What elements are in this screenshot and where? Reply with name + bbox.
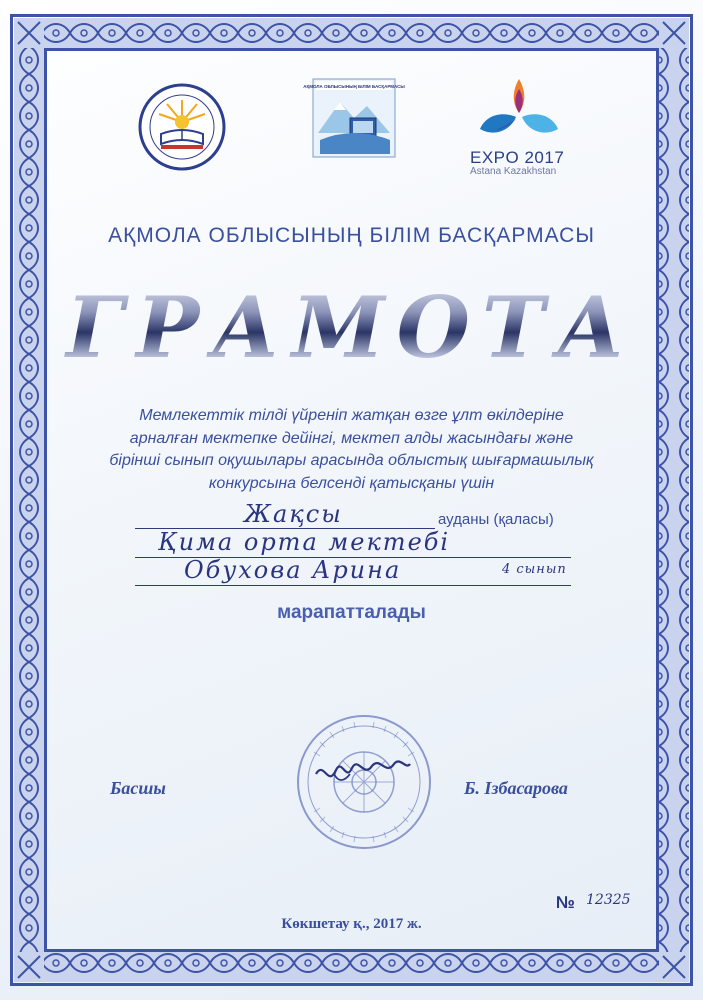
district-label: ауданы (қаласы)	[438, 511, 554, 528]
education-department-logo	[137, 82, 227, 172]
body-line-4: конкурсына белсенді қатысқаны үшін	[208, 474, 495, 492]
expo-2017-logo	[476, 75, 562, 147]
student-underline	[135, 585, 571, 586]
awarded-label: марапатталады	[277, 602, 426, 623]
expo-title: EXPO 2017	[470, 148, 565, 167]
certificate-title: ГРАМОТА	[60, 278, 643, 377]
role-label: Басшы	[110, 778, 166, 798]
regional-logo-emblem	[303, 78, 405, 158]
certificate-number-label: №	[556, 893, 575, 912]
body-line-2: арналған мектепке дейінгі, мектеп алды жасындағы және	[129, 429, 574, 447]
place-and-year: Көкшетау қ., 2017 ж.	[281, 916, 422, 932]
district-value: Жақсы	[244, 500, 343, 528]
certificate-body	[90, 405, 613, 495]
certificate-number-value: 12325	[586, 892, 631, 908]
expo-subtitle: Astana Kazakhstan	[470, 166, 557, 177]
official-seal	[294, 712, 434, 852]
organization-title: АҚМОЛА ОБЛЫСЫНЫҢ БІЛІМ БАСҚАРМАСЫ	[108, 224, 595, 247]
grade-value: 4 сынып	[502, 562, 567, 577]
body-line-1: Мемлекеттік тілді үйреніп жатқан өзге ұлт өкілдеріне	[139, 407, 564, 424]
body-line-3: бірінші сынып оқушылары арасында облыстық шығармашылық	[109, 452, 594, 469]
signer-name: Б. Ізбасарова	[464, 778, 568, 798]
school-value: Қима орта мектебі	[158, 528, 451, 556]
student-value: Обухова Арина	[184, 556, 402, 584]
mid-logo-text: АҚМОЛА ОБЛЫСЫНЫҢ БІЛІМ БАСҚАРМАСЫ	[303, 84, 405, 89]
